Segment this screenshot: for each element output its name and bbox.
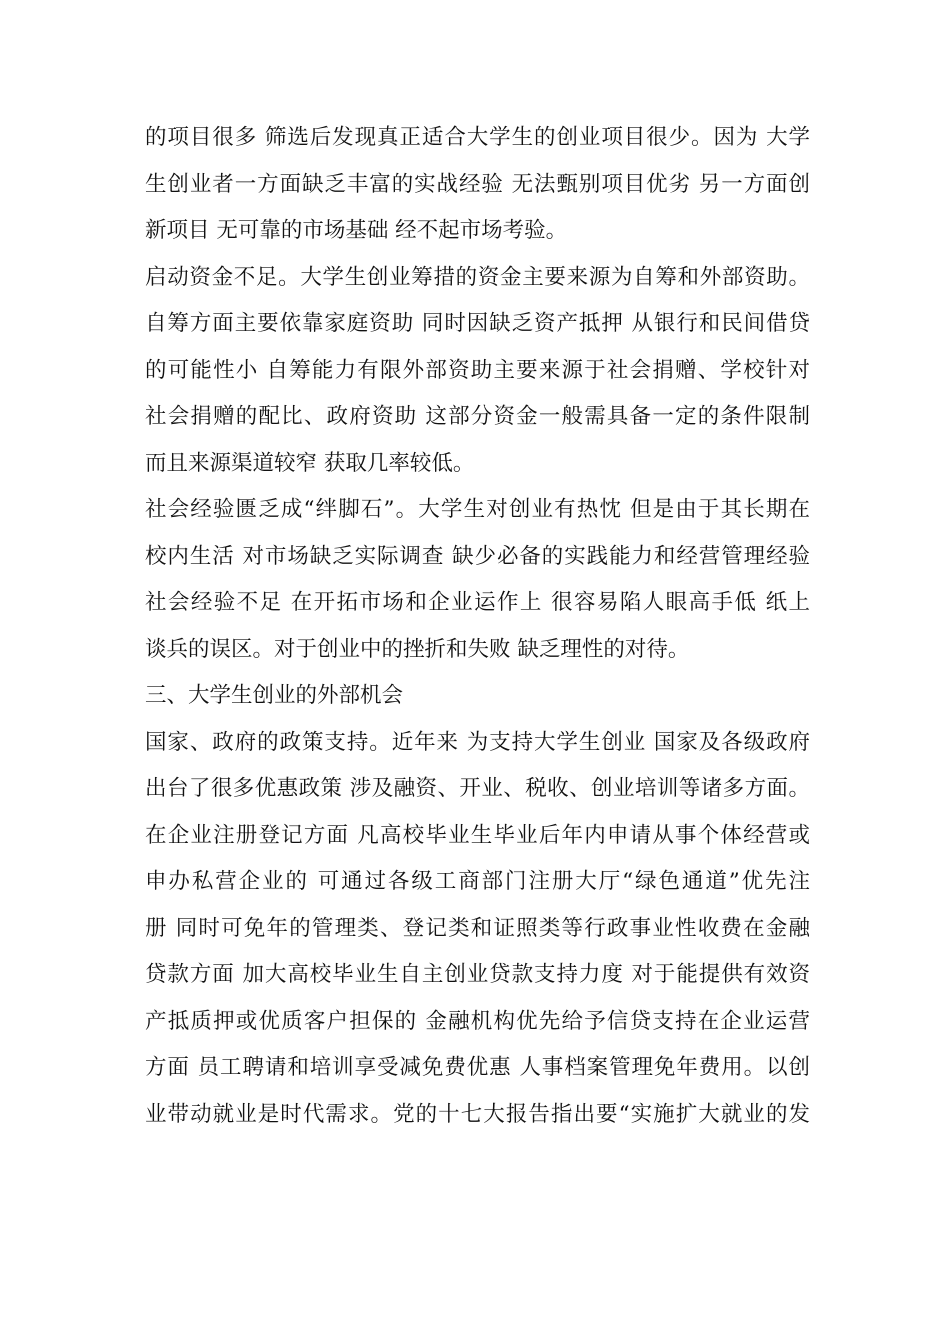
text-line: 在企业注册登记方面 凡高校毕业生毕业后年内申请从事个体经营或 (145, 822, 810, 848)
section-heading: 三、大学生创业的外部机会 (145, 683, 404, 708)
text-line: 自筹方面主要依靠家庭资助 同时因缺乏资产抵押 从银行和民间借贷 (145, 311, 810, 336)
text-line: 新项目 无可靠的市场基础 经不起市场考验。 (145, 218, 568, 243)
text-line: 校内生活 对市场缺乏实际调查 缺少必备的实践能力和经营管理经验 (145, 543, 810, 569)
text-line: 启动资金不足。大学生创业筹措的资金主要来源为自筹和外部资助。 (145, 264, 810, 290)
text-line: 生创业者一方面缺乏丰富的实战经验 无法甄别项目优劣 另一方面创 (145, 171, 810, 197)
text-line: 社会捐赠的配比、政府资助 这部分资金一般需具备一定的条件限制 (145, 404, 810, 429)
text-line: 产抵质押或优质客户担保的 金融机构优先给予信贷支持在企业运营 (145, 1008, 810, 1034)
text-line: 的可能性小 自筹能力有限外部资助主要来源于社会捐赠、学校针对 (145, 357, 810, 383)
text-line: 社会经验不足 在开拓市场和企业运作上 很容易陷人眼高手低 纸上 (145, 590, 810, 615)
text-line: 的项目很多 筛选后发现真正适合大学生的创业项目很少。因为 大学 (145, 125, 810, 150)
text-line: 国家、政府的政策支持。近年来 为支持大学生创业 国家及各级政府 (145, 729, 810, 755)
text-line: 申办私营企业的 可通过各级工商部门注册大厅“绿色通道”优先注 (145, 869, 810, 894)
text-line: 贷款方面 加大高校毕业生自主创业贷款支持力度 对于能提供有效资 (145, 962, 810, 987)
document-body (145, 115, 810, 1138)
text-line: 业带动就业是时代需求。党的十七大报告指出要“实施扩大就业的发 (145, 1101, 810, 1127)
text-line: 社会经验匮乏成“绊脚石”。大学生对创业有热忱 但是由于其长期在 (145, 497, 810, 522)
text-line: 册 同时可免年的管理类、登记类和证照类等行政事业性收费在金融 (145, 915, 810, 941)
text-line: 而且来源渠道较窄 获取几率较低。 (145, 450, 475, 476)
text-line: 出台了很多优惠政策 涉及融资、开业、税收、创业培训等诸多方面。 (145, 776, 810, 801)
text-line: 谈兵的误区。对于创业中的挫折和失败 缺乏理性的对待。 (145, 636, 690, 662)
text-line: 方面 员工聘请和培训享受减免费优惠 人事档案管理免年费用。以创 (145, 1055, 810, 1080)
